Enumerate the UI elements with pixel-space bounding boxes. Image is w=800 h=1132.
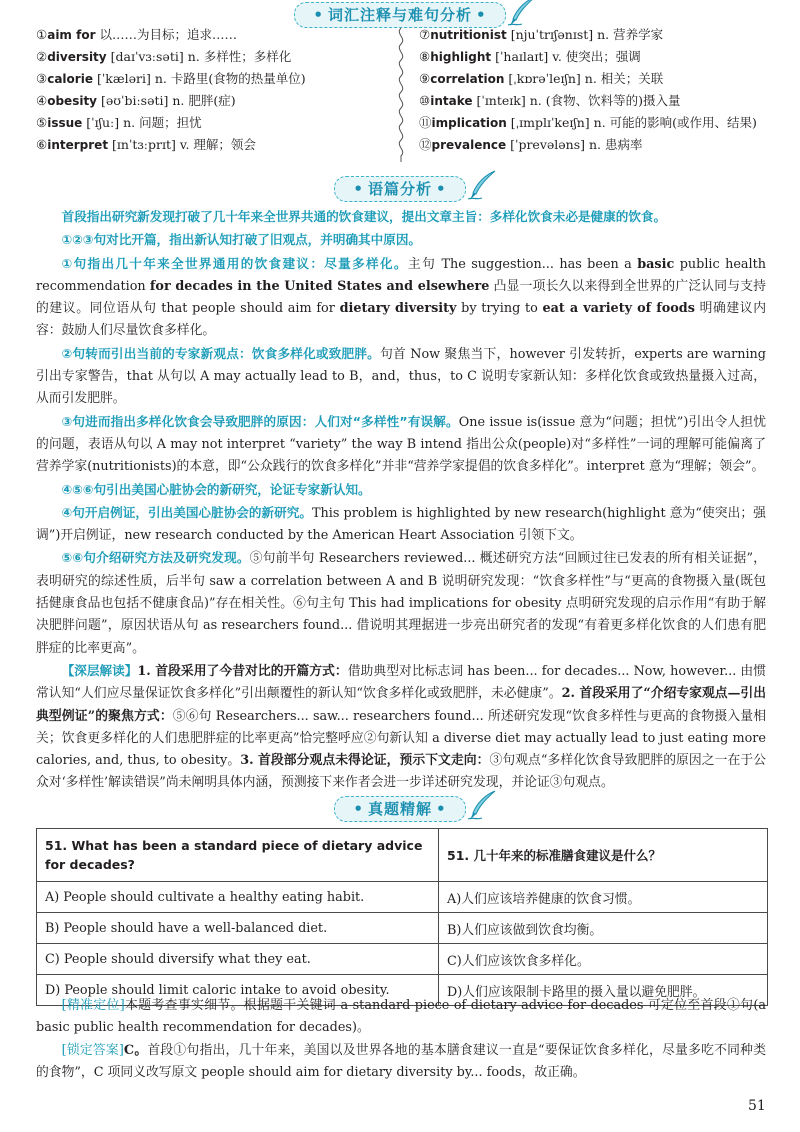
vocab-item: ⑤issue [ˈɪʃuː] n. 问题；担忧 xyxy=(36,115,202,130)
option-chinese: D)人们应该限制卡路里的摄入量以避免肥胖。 xyxy=(439,975,768,1006)
vocab-section-title: 词汇注释与难句分析 xyxy=(327,6,472,24)
question-english: 51. What has been a standard piece of dietary advice for decades? xyxy=(37,829,439,882)
quill-pen-icon xyxy=(465,789,499,823)
vocab-item: ⑫prevalence [ˈprevələns] n. 患病率 xyxy=(419,137,643,152)
vocab-item: ⑪implication [ˌɪmplɪˈkeɪʃn] n. 可能的影响(或作用、结果) xyxy=(419,115,757,130)
vocab-item: ⑦nutritionist [njuˈtrɪʃənɪst] n. 营养学家 xyxy=(419,27,664,42)
deep-reading: 【深层解读】1. 首段采用了今昔对比的开篇方式：借助典型对比标志词 has been... for decades... Now, however... 由惯常认知“人们应尽量保证饮食多样化”引出颠覆性的新认知“饮食多样化或致肥胖，未必健康”。2. 首段采用了“介绍专家观点—引出典型例证”的聚焦方式：⑤⑥句 Researchers... saw... researchers found... 所述研究发现“饮食多样性与更高的食物摄入量相关；饮食更多样化的人们患肥胖症的比率更高”恰完整呼应②句新认知 a diverse diet may actually lead to just eating more calories, and, thus, to obesity。3. 首段部分观点未得论证，预示下文走向：③句观点“多样化饮食导致肥胖的原因之一在于公众对‘多样性’解读错误”尚未阐明具体内涵，预测接下来作者会进一步详述研究发现，并论证③句观点。 xyxy=(36,662,766,791)
question-table xyxy=(36,828,768,1006)
vocab-column-right xyxy=(419,24,779,156)
question-section-title: 真题精解 xyxy=(367,800,432,818)
vocab-item: ②diversity [daɪˈvɜːsəti] n. 多样性；多样化 xyxy=(36,49,292,64)
locked-answer: [锁定答案]C。首段①句指出，几十年来，美国以及世界各地的基本膳食建议一直是“要保证饮食多样化，尽量多吃不同种类的食物”，C 项同义改写原文 people should aim for dietary diversity by... foods，故正确。 xyxy=(36,1042,766,1080)
question-section-title-pill: • 真题精解 • xyxy=(334,796,465,822)
answer-notes xyxy=(36,995,766,1084)
analysis-section-title: 语篇分析 xyxy=(367,180,432,198)
analysis-section-header xyxy=(0,176,800,206)
option-row xyxy=(37,913,768,944)
option-english: B) People should have a well-balanced diet. xyxy=(37,913,439,944)
option-english: A) People should cultivate a healthy eating habit. xyxy=(37,882,439,913)
analysis-point: ①②③句对比开篇，指出新认知打破了旧观点，并明确其中原因。 xyxy=(61,232,422,248)
vocab-item: ⑧highlight [ˈhaɪlaɪt] v. 使突出；强调 xyxy=(419,49,641,64)
quill-pen-icon xyxy=(465,169,499,203)
option-chinese: B)人们应该做到饮食均衡。 xyxy=(439,913,768,944)
spring-divider-icon xyxy=(394,28,408,162)
vocab-item: ⑨correlation [ˌkɒrəˈleɪʃn] n. 相关；关联 xyxy=(419,71,664,86)
question-section-header xyxy=(0,796,800,826)
option-english: D) People should limit caloric intake to avoid obesity. xyxy=(37,975,439,1006)
vocab-item: ④obesity [əʊˈbiːsəti] n. 肥胖(症) xyxy=(36,93,236,108)
vocab-section-title-pill: • 词汇注释与难句分析 • xyxy=(294,2,505,28)
analysis-point: ⑤⑥句介绍研究方法及研究发现。⑤句前半句 Researchers reviewed... 概述研究方法“回顾过往已发表的所有相关证据”，表明研究的综述性质，后半句 saw a correlation between A and B 说明研究发现：“饮食多样性”与“更高的食物摄入量(既包括健康食品也包括不健康食品)”存在相关性。⑥句主句 This had implications for obesity 点明研究发现的启示作用“有助于解决肥胖问题”，原因状语从句 as researchers found... 借说明其理据进一步亮出研究者的发现“有着更多样化饮食的人们患有肥胖症的比率更高”。 xyxy=(36,550,766,656)
option-row xyxy=(37,882,768,913)
vocab-item: ①aim for 以……为目标；追求…… xyxy=(36,27,237,42)
analysis-point: ④⑤⑥句引出美国心脏协会的新研究，论证专家新认知。 xyxy=(61,481,371,497)
option-chinese: C)人们应该饮食多样化。 xyxy=(439,944,768,975)
vocab-item: ⑩intake [ˈɪnteɪk] n. (食物、饮料等的)摄入量 xyxy=(419,93,681,108)
question-row xyxy=(37,829,768,882)
discourse-analysis xyxy=(36,206,766,795)
page-number: 51 xyxy=(748,1098,766,1114)
analysis-point: ④句开启例证，引出美国心脏协会的新研究。This problem is highlighted by new research(highlight 意为“使突出；强调”)开启例证，new research conducted by the American Heart Association 引领下文。 xyxy=(36,504,766,544)
analysis-section-title-pill: • 语篇分析 • xyxy=(334,176,465,202)
vocab-item: ③calorie [ˈkæləri] n. 卡路里(食物的热量单位) xyxy=(36,71,306,86)
analysis-point: ③句进而指出多样化饮食会导致肥胖的原因：人们对“多样性”有误解。One issue is(issue 意为“问题；担忧”)引出令人担忧的问题，表语从句以 A may not interpret “variety” the way B intend 指出公众(people)对“多样性”一词的理解可能偏离了营养学家(nutritionists)的本意，即“公众践行的饮食多样化”并非“营养学家提倡的饮食多样化”。interpret 意为“理解；领会”。 xyxy=(36,413,767,475)
analysis-point: ①句指出几十年来全世界通用的饮食建议：尽量多样化。主句 The suggestion... has been a basic public health recommendation for decades in the United States and elsewhere 凸显一项长久以来得到全世界的广泛认同与支持的建议。同位语从句 that people should aim for dietary diversity by trying to eat a variety of foods 明确建议内容：鼓励人们尽量饮食多样化。 xyxy=(36,255,767,339)
vocab-item: ⑥interpret [ɪnˈtɜːprɪt] v. 理解；领会 xyxy=(36,137,256,152)
question-chinese: 51. 几十年来的标准膳食建议是什么？ xyxy=(439,829,768,882)
vocab-column-left xyxy=(36,24,396,156)
option-row xyxy=(37,944,768,975)
analysis-point: ②句转而引出当前的专家新观点：饮食多样化或致肥胖。句首 Now 聚焦当下，however 引发转折，experts are warning 引出专家警告，that 从句以 A may actually lead to B，and，thus，to C 说明专家新认知：多样化饮食或致热量摄入过高，从而引发肥胖。 xyxy=(36,345,766,407)
analysis-intro: 首段指出研究新发现打破了几十年来全世界共通的饮食建议，提出文章主旨：多样化饮食未必是健康的饮食。 xyxy=(61,209,667,224)
option-english: C) People should diversify what they eat. xyxy=(37,944,439,975)
precise-location: [精准定位]本题考查事实细节。根据题干关键词 a standard piece of dietary advice for decades 可定位至首段①句(a basic public health recommendation for decades)。 xyxy=(36,998,766,1036)
option-chinese: A)人们应该培养健康的饮食习惯。 xyxy=(439,882,768,913)
